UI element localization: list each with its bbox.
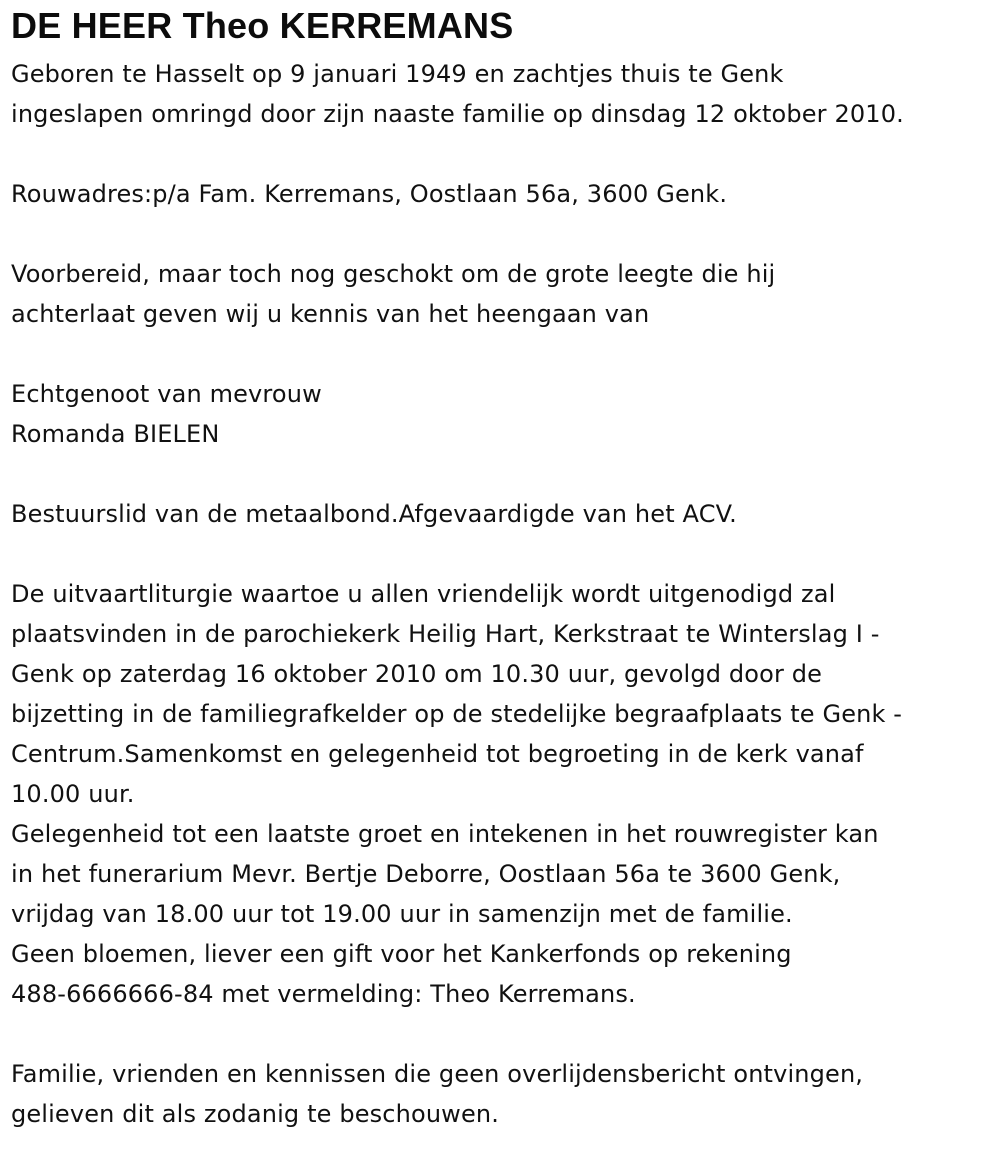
paragraph-spacer xyxy=(11,134,991,174)
text-line: Voorbereid, maar toch nog geschokt om de grote leegte die hij xyxy=(11,260,776,288)
text-line: 10.00 uur. xyxy=(11,780,135,808)
function-paragraph xyxy=(11,494,991,534)
paragraph-spacer xyxy=(11,214,991,254)
text-line: Familie, vrienden en kennissen die geen overlijdensbericht ontvingen, xyxy=(11,1060,864,1088)
paragraph-spacer xyxy=(11,534,991,574)
spouse-paragraph xyxy=(11,374,991,454)
paragraph-spacer xyxy=(11,454,991,494)
text-line: Geen bloemen, liever een gift voor het Kankerfonds op rekening xyxy=(11,940,792,968)
text-line: plaatsvinden in de parochiekerk Heilig Hart, Kerkstraat te Winterslag I - xyxy=(11,620,880,648)
text-line: achterlaat geven wij u kennis van het heengaan van xyxy=(11,300,650,328)
text-line: Echtgenoot van mevrouw xyxy=(11,380,322,408)
text-line: Geboren te Hasselt op 9 januari 1949 en zachtjes thuis te Genk xyxy=(11,60,784,88)
text-line: De uitvaartliturgie waartoe u allen vriendelijk wordt uitgenodigd zal xyxy=(11,580,836,608)
text-line: Genk op zaterdag 16 oktober 2010 om 10.30 uur, gevolgd door de xyxy=(11,660,823,688)
birth-death-paragraph xyxy=(11,54,991,134)
text-line: 488-6666666-84 met vermelding: Theo Kerremans. xyxy=(11,980,636,1008)
ceremony-paragraph xyxy=(11,574,991,1014)
text-line: Rouwadres:p/a Fam. Kerremans, Oostlaan 56a, 3600 Genk. xyxy=(11,180,728,208)
text-line: gelieven dit als zodanig te beschouwen. xyxy=(11,1100,500,1128)
spouse-name: Romanda BIELEN xyxy=(11,420,220,448)
text-line: Centrum.Samenkomst en gelegenheid tot begroeting in de kerk vanaf xyxy=(11,740,864,768)
text-line: bijzetting in de familiegrafkelder op de stedelijke begraafplaats te Genk - xyxy=(11,700,903,728)
funeral-address xyxy=(11,174,991,214)
paragraph-spacer xyxy=(11,1014,991,1054)
notice-title: DE HEER Theo KERREMANS xyxy=(11,5,514,46)
closing-paragraph xyxy=(11,1054,991,1134)
text-line: ingeslapen omringd door zijn naaste familie op dinsdag 12 oktober 2010. xyxy=(11,100,904,128)
text-line: Bestuurslid van de metaalbond.Afgevaardigde van het ACV. xyxy=(11,500,737,528)
text-line: in het funerarium Mevr. Bertje Deborre, Oostlaan 56a te 3600 Genk, xyxy=(11,860,841,888)
text-line: vrijdag van 18.00 uur tot 19.00 uur in samenzijn met de familie. xyxy=(11,900,793,928)
paragraph-spacer xyxy=(11,334,991,374)
obituary-notice xyxy=(11,0,991,1134)
announcement-paragraph xyxy=(11,254,991,334)
text-line: Gelegenheid tot een laatste groet en intekenen in het rouwregister kan xyxy=(11,820,879,848)
